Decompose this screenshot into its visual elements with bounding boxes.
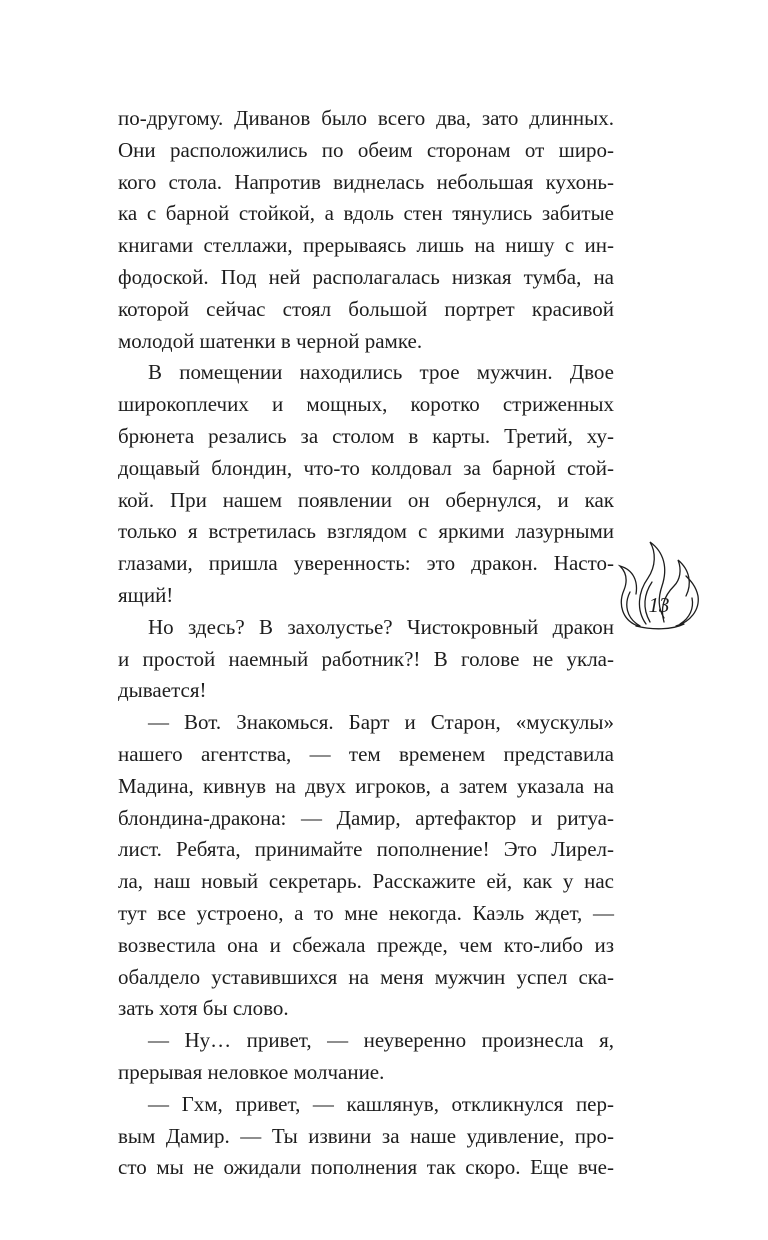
text-line: и простой наемный работник?! В голове не укла- — [118, 646, 614, 671]
text-line: кого стола. Напротив виднелась небольшая кухонь- — [118, 169, 614, 194]
text-line: зать хотя бы слово. — [118, 996, 289, 1021]
text-line: блондина-дракона: — Дамир, артефактор и ритуа- — [118, 805, 614, 830]
text-line: Мадина, кивнув на двух игроков, а затем указала на — [118, 773, 614, 798]
page-number: 13 — [648, 593, 670, 617]
text-line: брюнета резались за столом в карты. Третий, ху- — [118, 423, 614, 448]
text-line: молодой шатенки в черной рамке. — [118, 328, 423, 353]
text-line: тут все устроено, а то мне некогда. Каэль ждет, — — [118, 900, 614, 925]
paragraph-first-line: Но здесь? В захолустье? Чистокровный дракон — [148, 614, 614, 639]
text-line: книгами стеллажи, прерываясь лишь на нишу с ин- — [118, 233, 614, 258]
page-number-ornament — [616, 538, 702, 630]
text-line: Они расположились по обеим сторонам от широ- — [118, 137, 614, 162]
text-line: только я встретилась взглядом с яркими лазурными — [118, 519, 614, 544]
text-line: которой сейчас стоял большой портрет красивой — [118, 296, 614, 321]
text-line: ла, наш новый секретарь. Расскажите ей, как у нас — [118, 869, 614, 894]
text-line: сто мы не ожидали пополнения так скоро. Еще вче- — [118, 1155, 614, 1180]
paragraph-first-line: — Ну… привет, — неуверенно произнесла я, — [148, 1028, 614, 1053]
text-line: возвестила она и сбежала прежде, чем кто-либо из — [118, 932, 614, 957]
text-line: ящий! — [118, 582, 174, 607]
text-line: кой. При нашем появлении он обернулся, и как — [118, 487, 614, 512]
body-text — [118, 103, 614, 1184]
text-line: глазами, пришла уверенность: это дракон. Насто- — [118, 551, 614, 576]
paragraph-first-line: В помещении находились трое мужчин. Двое — [148, 360, 614, 385]
text-line: прерывая неловкое молчание. — [118, 1059, 385, 1084]
text-line: вым Дамир. — Ты извини за наше удивление, про- — [118, 1123, 614, 1148]
text-line: дывается! — [118, 678, 207, 703]
text-line: лист. Ребята, принимайте пополнение! Это Лирел- — [118, 837, 614, 862]
text-line: дощавый блондин, что-то колдовал за барной стой- — [118, 455, 614, 480]
text-line: по-другому. Диванов было всего два, зато длинных. — [118, 106, 614, 130]
text-line: фодоской. Под ней располагалась низкая тумба, на — [118, 264, 614, 289]
paragraph-first-line: — Гхм, привет, — кашлянув, откликнулся пер- — [148, 1091, 614, 1116]
text-line: нашего агентства, — тем временем представила — [118, 741, 614, 766]
paragraph-first-line: — Вот. Знакомься. Барт и Старон, «мускулы» — [148, 710, 614, 735]
text-line: обалдело уставившихся на меня мужчин успел ска- — [118, 964, 614, 989]
text-line: ка с барной стойкой, а вдоль стен тянулись забитые — [118, 201, 614, 226]
text-line: широкоплечих и мощных, коротко стриженных — [118, 392, 614, 417]
